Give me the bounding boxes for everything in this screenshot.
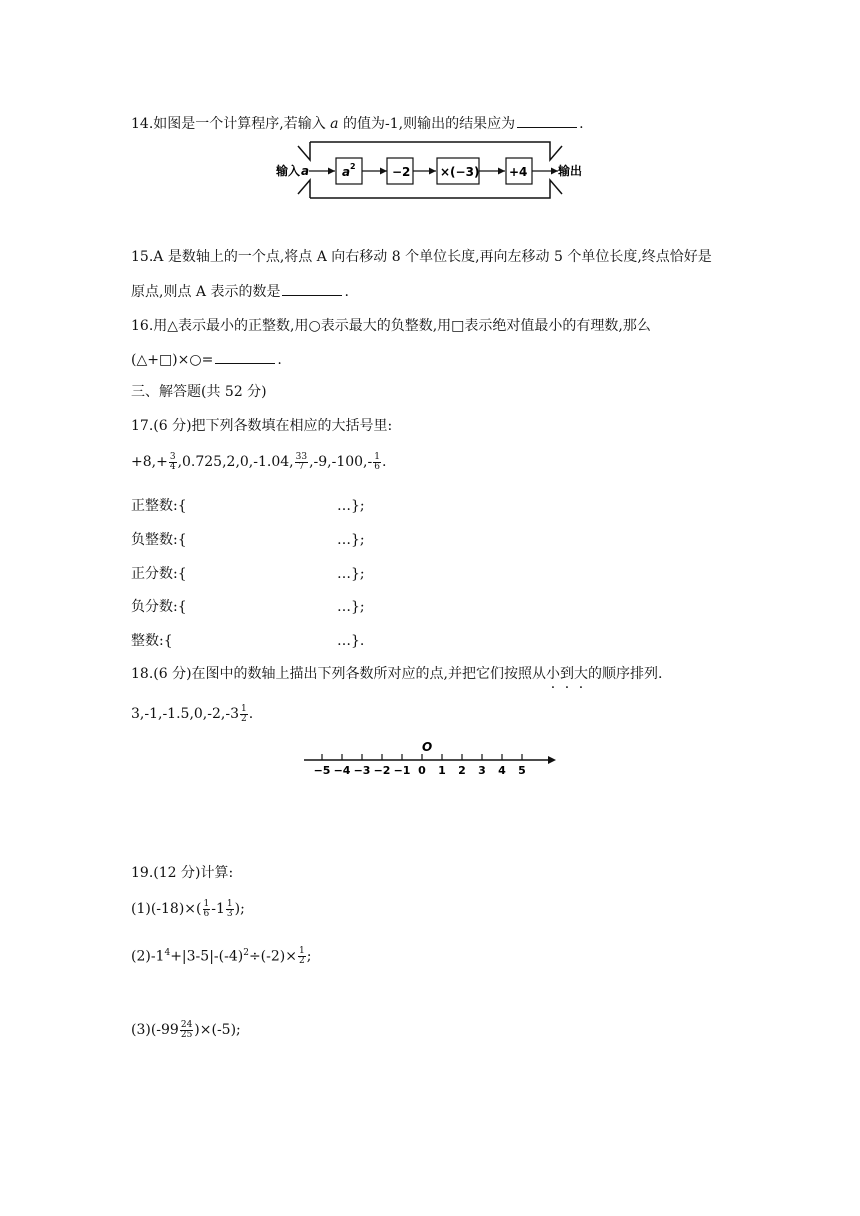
- q19-part-2: [131, 943, 311, 967]
- q17-row-positive-fractions[interactable]: [131, 564, 391, 584]
- q18-title: [131, 664, 662, 684]
- q19-part-1: [131, 899, 245, 919]
- tick-label: 4: [498, 764, 506, 777]
- q17-nums-c: ,-9,-100,-: [309, 454, 373, 470]
- flow-box4-text: +4: [509, 165, 528, 179]
- flow-output-label: 输出: [558, 164, 583, 178]
- q15-line2: [131, 281, 349, 302]
- p2-c: ÷(-2)×: [248, 948, 297, 965]
- flow-box1-base: a: [342, 165, 351, 179]
- q14-answer-blank[interactable]: [517, 113, 577, 128]
- row-label: 负分数:{: [131, 599, 187, 615]
- q18-numbers: [131, 704, 253, 724]
- tick-label: 1: [438, 764, 446, 777]
- section-3-title: 三、解答题(共 52 分): [131, 384, 267, 400]
- tick-label: −2: [373, 764, 391, 777]
- p2-sup-2: 2: [243, 948, 249, 958]
- p2-d: ;: [306, 948, 312, 965]
- q14-text-post: 的值为-1,则输出的结果应为: [342, 116, 516, 132]
- tick-label: 5: [518, 764, 526, 777]
- row-label: 正分数:{: [131, 566, 187, 582]
- q16-answer-blank[interactable]: [215, 349, 275, 364]
- flow-input-var: a: [301, 164, 310, 178]
- p1-a: (1)(-18)×(: [131, 901, 202, 917]
- number-line-arrow-icon: [548, 756, 556, 764]
- q17-row-positive-integers[interactable]: [131, 496, 391, 516]
- tick-label: −5: [313, 764, 331, 777]
- calculation-flowchart: [272, 140, 592, 202]
- question-14: [131, 113, 584, 134]
- row-label: 整数:{: [131, 633, 173, 649]
- q17-frac-1: $\frac{3}{4}$: [169, 451, 176, 472]
- q18-frac: $\frac{1}{2}$: [240, 703, 247, 724]
- q16-text: (△+□)×○=: [131, 352, 214, 368]
- q19-title: 19.(12 分)计算:: [131, 865, 234, 881]
- p3-frac: $\frac{24}{25}$: [180, 1019, 193, 1040]
- q17-row-integers[interactable]: [131, 631, 391, 651]
- p2-frac: $\frac{1}{2}$: [298, 946, 305, 967]
- p3-b: )×(-5);: [194, 1022, 241, 1038]
- q17-row-negative-integers[interactable]: [131, 530, 391, 550]
- tick-label: 3: [478, 764, 486, 777]
- row-end: …}.: [337, 633, 365, 649]
- q14-text: 14.如图是一个计算程序,若输入: [131, 116, 326, 132]
- q17-nums-a: +8,+: [131, 454, 168, 470]
- p1-b: -1: [211, 901, 225, 917]
- q17-nums-b: ,0.725,2,0,-1.04,: [177, 454, 294, 470]
- tick-label: −4: [333, 764, 351, 777]
- flow-input-label: 输入: [276, 164, 301, 178]
- q15-line1: 15.A 是数轴上的一个点,将点 A 向右移动 8 个单位长度,再向左移动 5 个单位长度,终点恰好是: [131, 249, 712, 265]
- q18-title-pre: 18.(6 分)在图中的数轴上描出下列各数所对应的点,并把它们按照从: [131, 666, 546, 682]
- q14-end: .: [579, 116, 584, 132]
- flow-box2-text: −2: [392, 165, 411, 179]
- q15-end: .: [344, 284, 349, 300]
- q19-part-3: [131, 1020, 241, 1040]
- number-line[interactable]: [298, 736, 562, 782]
- p2-b: +|3-5|-(-4): [170, 948, 244, 965]
- p2-sup-1: 4: [164, 948, 171, 958]
- q16-end: .: [277, 352, 282, 368]
- tick-label: 0: [418, 764, 426, 777]
- row-label: 负整数:{: [131, 532, 187, 548]
- q14-var: a: [330, 116, 339, 132]
- q18-nums-a: 3,-1,-1.5,0,-2,-3: [131, 706, 239, 722]
- q18-title-post: 的顺序排列.: [588, 666, 663, 682]
- flow-box3-text: ×(−3): [440, 165, 480, 179]
- q15-text: 原点,则点 A 表示的数是: [131, 284, 281, 300]
- tick-label: −1: [393, 764, 411, 777]
- flow-box1-exp: 2: [350, 162, 356, 171]
- row-end: …};: [337, 498, 365, 514]
- q18-emph-2: 到: [560, 666, 574, 682]
- q17-nums-end: .: [381, 454, 387, 470]
- p2-a: (2)-1: [131, 948, 165, 965]
- row-end: …};: [337, 532, 365, 548]
- q16-line1: 16.用△表示最小的正整数,用○表示最大的负整数,用□表示绝对值最小的有理数,那么: [131, 318, 651, 334]
- q17-numbers: [131, 452, 386, 472]
- row-end: …};: [337, 566, 365, 582]
- row-end: …};: [337, 599, 365, 615]
- origin-label: O: [422, 740, 433, 754]
- tick-label: −3: [353, 764, 371, 777]
- q17-title: 17.(6 分)把下列各数填在相应的大括号里:: [131, 418, 393, 434]
- q18-emph-3: 大: [574, 666, 588, 682]
- q18-emph-1: 小: [546, 666, 560, 682]
- p3-a: (3)(-99: [131, 1022, 179, 1038]
- p1-frac-1: $\frac{1}{6}$: [203, 898, 210, 919]
- q17-row-negative-fractions[interactable]: [131, 597, 391, 617]
- tick-label: 2: [458, 764, 466, 777]
- q17-frac-3: $\frac{1}{6}$: [374, 451, 380, 472]
- q18-nums-end: .: [248, 706, 254, 722]
- row-label: 正整数:{: [131, 498, 187, 514]
- q16-line2: [131, 349, 282, 370]
- p1-c: );: [234, 901, 245, 917]
- q15-answer-blank[interactable]: [282, 281, 342, 296]
- q17-frac-2: $\frac{33}{7}$: [295, 451, 308, 472]
- p1-frac-2: $\frac{1}{3}$: [226, 898, 233, 919]
